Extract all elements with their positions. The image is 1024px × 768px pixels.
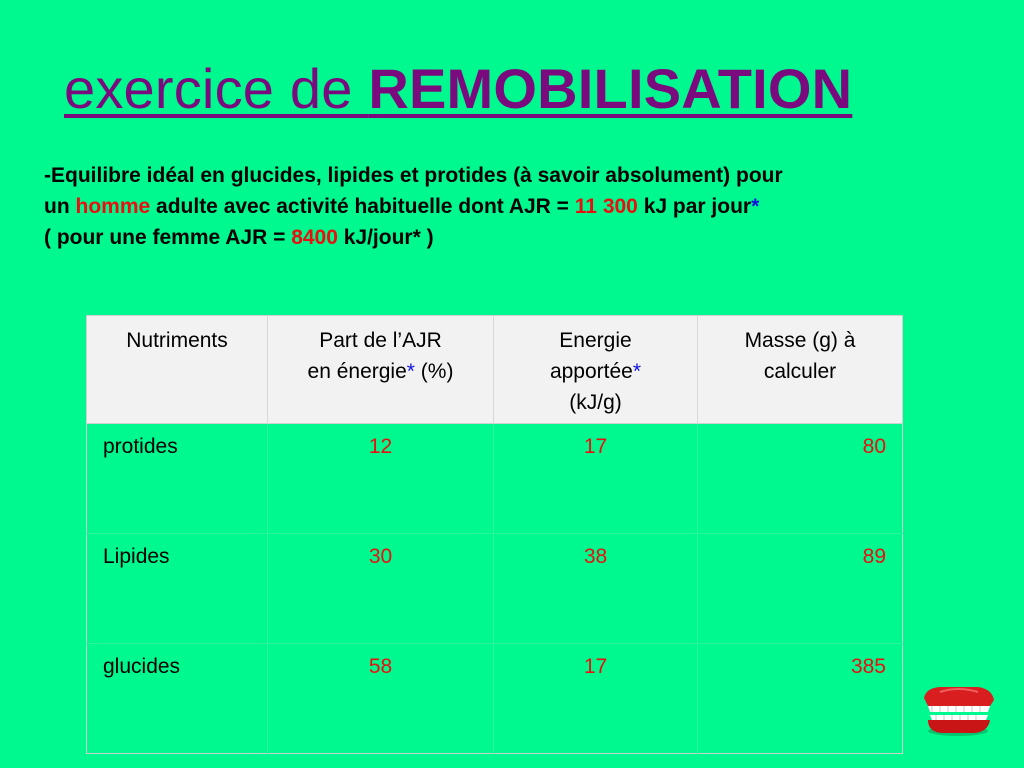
header-energie-line2: apportée <box>549 360 633 383</box>
cell-energie: 17 <box>494 424 698 534</box>
header-masse-line2: calculer <box>763 360 837 383</box>
cell-masse: 89 <box>698 534 903 644</box>
header-part-ajr-line1: Part de l’AJR <box>319 329 442 352</box>
header-masse-line1: Masse (g) à <box>744 329 856 352</box>
cell-part: 12 <box>268 424 494 534</box>
table-row <box>87 534 903 644</box>
header-masse <box>698 316 903 424</box>
intro-line-2-end: kJ par jour <box>637 195 752 218</box>
cell-energie: 38 <box>494 534 698 644</box>
header-energie-unit: (kJ/g) <box>569 391 622 414</box>
cell-energie: 17 <box>494 644 698 754</box>
title-caps: REMOBILISATION <box>368 57 853 120</box>
intro-line-3-start: ( pour une femme AJR = <box>44 226 292 249</box>
asterisk-note: * <box>751 195 760 218</box>
cell-nutrient: protides <box>103 435 178 458</box>
nutrient-table <box>86 315 903 754</box>
intro-line-2-mid: adulte avec activité habituelle dont AJR = <box>150 195 575 218</box>
intro-text <box>44 160 984 253</box>
header-energie-star: * <box>632 360 642 383</box>
intro-line-2 <box>44 191 984 222</box>
header-energie-line1: Energie <box>559 329 632 352</box>
header-nutriments-text: Nutriments <box>126 329 228 352</box>
cell-nutrient: Lipides <box>87 534 268 644</box>
table-row <box>87 424 903 534</box>
header-nutriments <box>87 316 268 424</box>
intro-line-3-end: kJ/jour* ) <box>337 226 434 249</box>
ajr-homme-value: 11 300 <box>574 195 638 218</box>
intro-line-3 <box>44 222 984 253</box>
cell-nutrient: glucides <box>87 644 268 754</box>
intro-line-2-start: un <box>44 195 76 218</box>
header-part-ajr-unit: (%) <box>414 360 454 383</box>
cell-masse: 80 <box>698 424 903 534</box>
homme-highlight: homme <box>75 195 151 218</box>
cell-masse: 385 <box>698 644 903 754</box>
intro-line-1-text: -Equilibre idéal en glucides, lipides et protides (à savoir absolument) pour <box>44 164 783 187</box>
table-row <box>87 644 903 754</box>
intro-line-1 <box>44 160 984 191</box>
cell-part: 30 <box>268 534 494 644</box>
page-title <box>64 52 852 126</box>
title-prefix: exercice de <box>64 57 369 120</box>
ajr-femme-value: 8400 <box>291 226 338 249</box>
header-part-ajr-star: * <box>406 360 415 383</box>
table-header-row <box>87 316 903 424</box>
teeth-icon <box>918 684 998 740</box>
cell-part: 58 <box>268 644 494 754</box>
header-part-ajr-line2: en énergie <box>307 360 407 383</box>
header-part-ajr <box>268 316 494 424</box>
header-energie <box>494 316 698 424</box>
